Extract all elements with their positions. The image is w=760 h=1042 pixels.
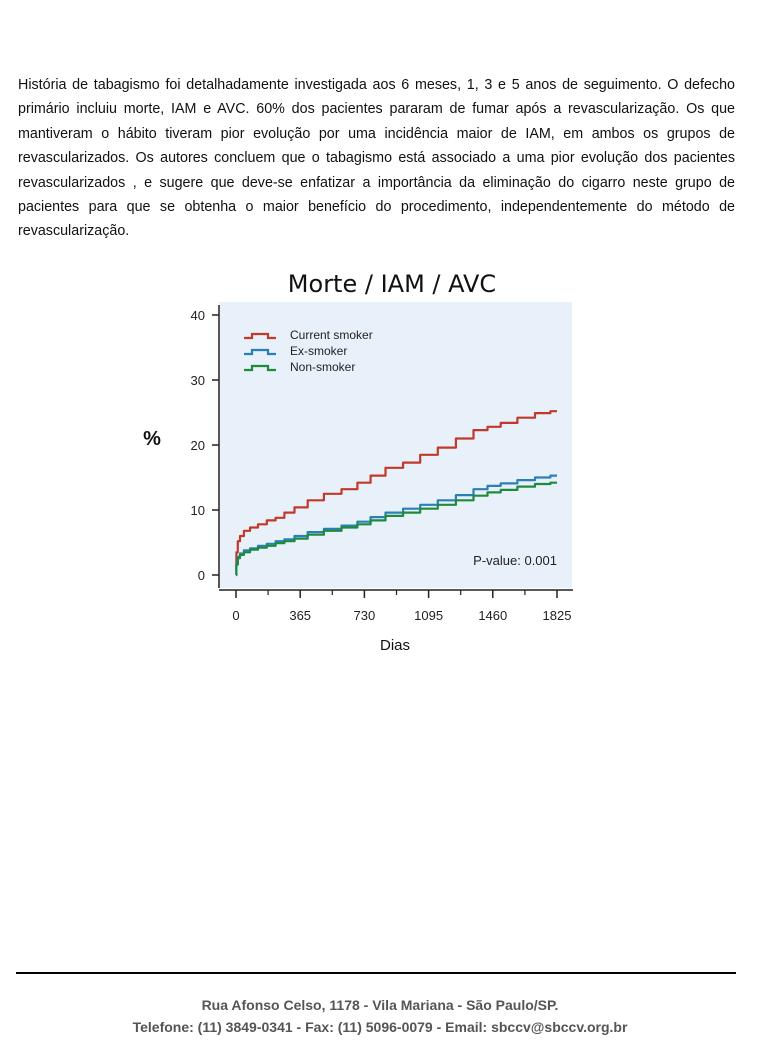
x-tick-label: 365 (289, 608, 312, 623)
legend-label: Ex-smoker (290, 344, 348, 358)
y-axis-label: % (143, 428, 161, 450)
footer-contact: Telefone: (11) 3849-0341 - Fax: (11) 5096-0079 - Email: sbccv@sbccv.org.br (132, 1019, 628, 1035)
x-axis-label: Dias (379, 637, 411, 654)
legend-label: Non-smoker (290, 360, 356, 374)
y-tick-label: 20 (190, 438, 205, 453)
y-tick-label: 0 (197, 568, 205, 583)
chart-title: Morte / IAM / AVC (287, 270, 497, 298)
x-tick-label: 1825 (542, 608, 572, 623)
y-tick-label: 30 (190, 373, 205, 388)
y-tick-label: 40 (190, 308, 205, 323)
y-tick-label: 10 (190, 503, 205, 518)
body-paragraph: História de tabagismo foi detalhadamente investigada aos 6 meses, 1, 3 e 5 anos de seguimento. O defecho primário incluiu morte, IAM e AVC. 60% dos pacientes pararam de fumar após a revascularização. Os que mantiveram o hábito tiveram pior evolução por uma incidência maior de IAM, em ambos os grupos de revascularizados. Os autores concluem que o tabagismo está associado a uma pior evolução dos pacientes revascularizados , e sugere que deve-se enfatizar a importância da eliminação do cigarro neste grupo de pacientes para que se obtenha o maior benefício do procedimento, independentemente do método de revascularização. (18, 77, 735, 240)
x-tick-label: 0 (232, 608, 240, 623)
x-axis-ticks (232, 590, 571, 623)
x-tick-label: 1095 (414, 608, 444, 623)
y-axis-ticks (191, 308, 219, 583)
x-tick-label: 730 (353, 608, 376, 623)
x-tick-label: 1460 (478, 608, 508, 623)
footer-address: Rua Afonso Celso, 1178 - Vila Mariana - São Paulo/SP. (201, 997, 559, 1013)
footer-divider (16, 972, 736, 974)
legend-label: Current smoker (290, 328, 373, 342)
p-value-annotation: P-value: 0.001 (473, 553, 557, 568)
